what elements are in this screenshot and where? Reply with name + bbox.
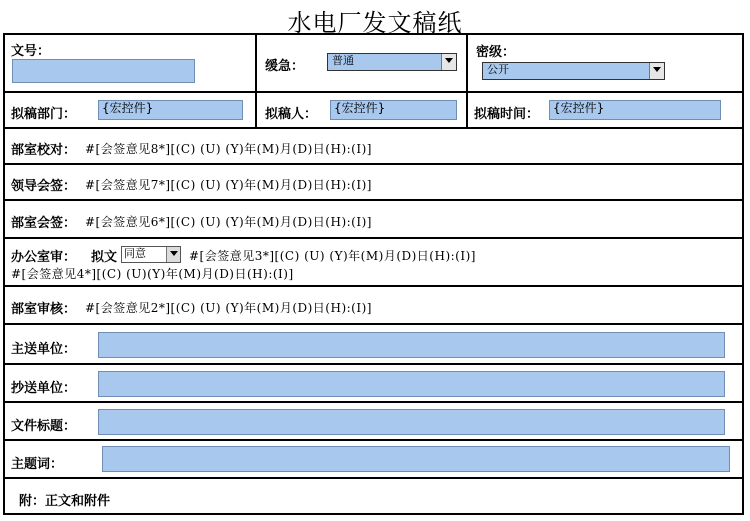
urgency-label: 缓急： — [265, 59, 305, 74]
office-signature-3: #[会签意见3*][(C) (U) (Y)年(M)月(D)日(H):(I)] — [189, 249, 476, 263]
chevron-down-icon[interactable] — [166, 247, 180, 262]
page-title: 水电厂发文稿纸 — [287, 9, 463, 37]
office-opinion-value: 同意 — [124, 247, 146, 260]
secret-select[interactable] — [482, 62, 665, 80]
draft-time-label: 拟稿时间： — [474, 107, 540, 122]
leader-sign-signature: #[会签意见7*][(C) (U) (Y)年(M)月(D)日(H):(I)] — [85, 178, 372, 192]
row-dept-sign — [5, 199, 742, 237]
drafter-field[interactable]: {宏控件} — [330, 100, 457, 120]
doc-no-cell — [5, 35, 255, 91]
office-review-label: 办公室审： — [11, 250, 77, 265]
dept-check-label: 部室校对： — [11, 143, 77, 158]
office-draft-label: 拟文 — [91, 250, 118, 265]
row-dept-audit — [5, 285, 742, 323]
row-subject — [5, 439, 742, 477]
draft-time-cell — [466, 93, 742, 127]
secret-selected-value: 公开 — [487, 63, 509, 76]
main-recipient-input[interactable] — [98, 332, 725, 358]
draft-dept-label: 拟稿部门： — [11, 107, 77, 122]
attachments-label: 附：正文和附件 — [19, 494, 111, 509]
dept-check-signature: #[会签意见8*][(C) (U) (Y)年(M)月(D)日(H):(I)] — [85, 142, 372, 156]
row-office-review — [5, 237, 742, 285]
row-leader-sign — [5, 163, 742, 199]
office-opinion-select[interactable] — [121, 246, 181, 263]
office-signature-4: #[会签意见4*][(C) (U)(Y)年(M)月(D)日(H):(I)] — [11, 267, 294, 281]
row-cc-recipient — [5, 363, 742, 401]
row-doc-title — [5, 401, 742, 439]
subject-label: 主题词： — [11, 457, 64, 472]
doc-title-label: 文件标题： — [11, 419, 77, 434]
row-header-info — [5, 35, 742, 91]
draft-time-field[interactable]: {宏控件} — [549, 100, 721, 120]
draft-dept-field[interactable]: {宏控件} — [98, 100, 243, 120]
secret-label: 密级： — [476, 45, 516, 60]
secret-cell — [466, 35, 742, 91]
subject-input[interactable] — [102, 446, 730, 472]
dept-sign-label: 部室会签： — [11, 216, 77, 231]
doc-no-label: 文号： — [11, 44, 51, 59]
cc-recipient-input[interactable] — [98, 371, 725, 397]
drafter-label: 拟稿人： — [265, 107, 318, 122]
drafter-cell — [255, 93, 466, 127]
doc-form — [3, 33, 744, 515]
leader-sign-label: 领导会签： — [11, 179, 77, 194]
urgency-select[interactable] — [327, 53, 457, 71]
draft-dept-cell — [5, 93, 255, 127]
main-recipient-label: 主送单位： — [11, 342, 77, 357]
urgency-cell — [255, 35, 466, 91]
row-draft-info — [5, 91, 742, 127]
chevron-down-icon[interactable] — [441, 54, 456, 70]
dept-audit-label: 部室审核： — [11, 302, 77, 317]
doc-title-input[interactable] — [98, 409, 725, 435]
row-attachments — [5, 477, 742, 513]
dept-sign-signature: #[会签意见6*][(C) (U) (Y)年(M)月(D)日(H):(I)] — [85, 215, 372, 229]
row-dept-check — [5, 127, 742, 163]
row-main-recipient — [5, 323, 742, 363]
urgency-selected-value: 普通 — [332, 54, 354, 67]
chevron-down-icon[interactable] — [649, 63, 664, 79]
doc-no-input[interactable] — [12, 59, 195, 83]
dept-audit-signature: #[会签意见2*][(C) (U) (Y)年(M)月(D)日(H):(I)] — [85, 301, 372, 315]
cc-recipient-label: 抄送单位： — [11, 381, 77, 396]
